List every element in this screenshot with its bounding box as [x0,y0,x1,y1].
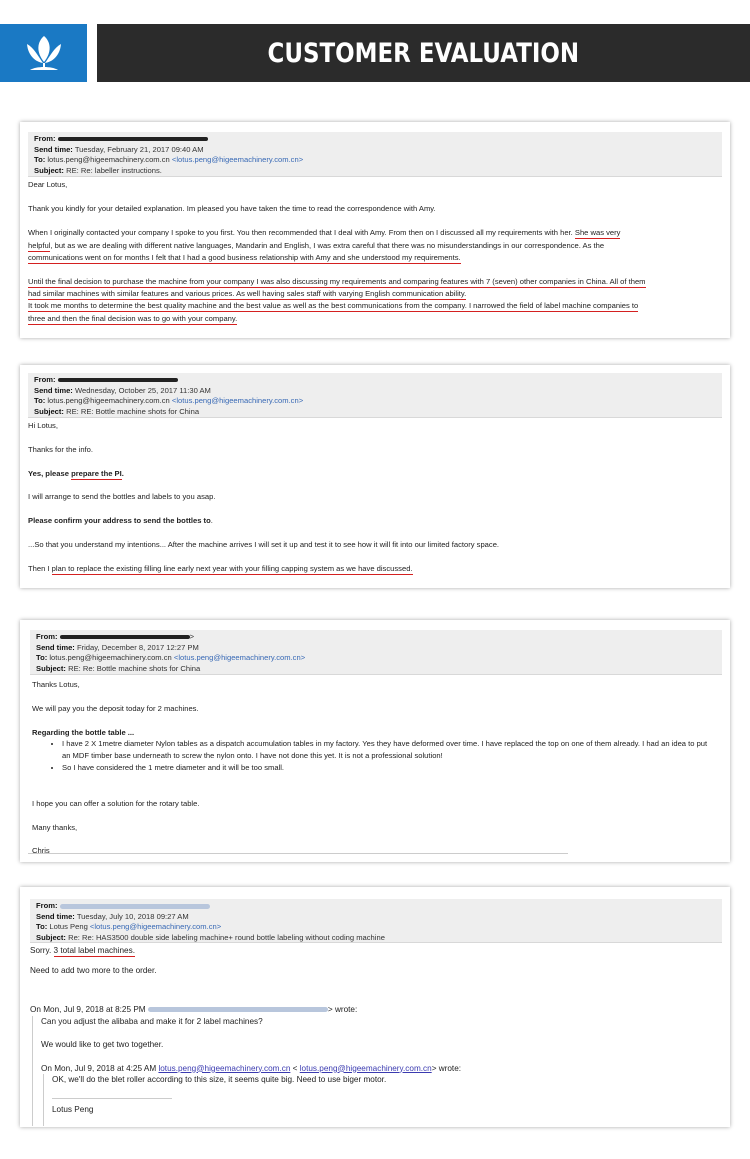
redacted-sender [58,378,178,382]
email-link[interactable]: lotus.peng@higeemachinery.com.cn [158,1063,291,1073]
redacted-sender [60,904,210,909]
divider [52,1098,172,1099]
list-item: • So I have considered the 1 metre diameter and it will be too small. [62,762,712,774]
list-item: • I have 2 X 1metre diameter Nylon tables as a dispatch accumulation tables in my factory. Yes they have deformed over time. I have replaced the top on one of them already. I had an idea to put an MDF timber base underneath to screw the nylon onto. I have not done this yet. It is not a professional solution! [62,738,712,762]
redacted-sender [58,137,208,141]
divider [28,853,568,854]
email-body: Hi Lotus, Thanks for the info. Yes, please prepare the PI. I will arrange to send the bottles and labels to you asap. Please confirm your address to send the bottles to. ...So that you understand my intentions... After the machine arrives I will set it up and test it to see how it will fit into our limited factory space. Then I plan to replace the existing filling line early next year with your filling capping system as we have discussed. [28,421,500,573]
email-header: From: Send time: Tuesday, July 10, 2018 09:27 AM To: Lotus Peng <lotus.peng@higeemachinery.com.cn> Subject: Re: Re: HAS3500 double side labeling machine+ round bottle labeling without coding machine [30,899,722,943]
email-header: From: Send time: Wednesday, October 25, 2017 11:30 AM To: lotus.peng@higeemachinery.com.cn <lotus.peng@higeemachinery.com.cn> Subject: RE: RE: Bottle machine shots for China [28,373,722,418]
email-header: From: > Send time: Friday, December 8, 2017 12:27 PM To: lotus.peng@higeemachinery.com.cn <lotus.peng@higeemachinery.com.cn> Subject: RE: Re: Bottle machine shots for China [30,630,722,675]
email-header: From: Send time: Tuesday, February 21, 2017 09:40 AM To: lotus.peng@higeemachinery.com.cn <lotus.peng@higeemachinery.com.cn> Subject: RE: Re: labeller instructions. [28,132,722,177]
email-card-3 [20,620,730,862]
email-link[interactable]: lotus.peng@higeemachinery.com.cn [299,1063,432,1073]
logo-block [0,24,87,82]
email-link[interactable]: <lotus.peng@higeemachinery.com.cn> [89,922,222,931]
banner-bar [97,24,750,82]
lotus-flower-icon [22,32,66,74]
quoted-reply-nested: OK, we'll do the blet roller according to this size, it seems quite big. Need to use biger motor. Lotus Peng [43,1074,720,1126]
email-body: Sorry. 3 total label machines. Need to add two more to the order. On Mon, Jul 9, 2018 at 8:25 PM > wrote: Can you adjust the alibaba and make it for 2 label machines? We would like to get two together. On Mon, Jul 9, 2018 at 4:25 AM lotus.peng@higeemachinery.com.cn < lotus.peng@higeemachinery.com.cn> wrote: OK, we'll do the blet roller according to this size, it seems quite big. Need to use biger motor. Lotus Peng [30,945,720,1126]
email-body: Dear Lotus, Thank you kindly for your detailed explanation. Im pleased you have taken the time to read the correspondence with Amy. When I originally contacted your company I spoke to you first. You then recommended that I deal with Amy. From then on I discussed all my requirements with her. She was very helpful, but as we are dealing with different native languages, Mandarin and English, I was extra careful that there was no misunderstandings in our correspondence. As the communications went on for months I felt that I had a good business relationship with Amy and she understood my requirements. Until the final decision to purchase the machine from your company I was also discussing my requirements and comparing features with 7 (seven) other companies in China. All of them had similar machines with similar features and various prices. As well having sales staff with varying English communication ability. It took me months to determine the best quality machine and the best value as well as the best communications from the company. I narrowed the field of label machine companies to three and then the final decision was to go with your company. [28,180,646,323]
email-link[interactable]: <lotus.peng@higeemachinery.com.cn> [171,155,304,164]
redacted-sender [60,635,190,639]
email-link[interactable]: <lotus.peng@higeemachinery.com.cn> [173,653,306,662]
email-card-1 [20,122,730,338]
email-body: Thanks Lotus, We will pay you the deposit today for 2 machines. Regarding the bottle table ... • I have 2 X 1metre diameter Nylon tables as a dispatch accumulation tables in my factory. Yes they have deformed over time. I have replaced the top on one of them already. I had an idea to put an MDF timber base underneath to screw the nylon onto. I have not done this yet. It is not a professional solution! • So I have considered the 1 metre diameter and it will be too small. I hope you can offer a solution for the rotary table. Many thanks, Chris [32,679,712,857]
signature: Lotus Peng [52,1104,94,1114]
redacted-sender [148,1007,328,1012]
page-title: CUSTOMER EVALUATION [267,37,580,69]
email-card-4 [20,887,730,1127]
email-card-2 [20,365,730,588]
quoted-reply: Can you adjust the alibaba and make it for 2 label machines? We would like to get two together. On Mon, Jul 9, 2018 at 4:25 AM lotus.peng@higeemachinery.com.cn < lotus.peng@higeemachinery.com.cn> wrote: OK, we'll do the blet roller according to this size, it seems quite big. Need to use biger motor. Lotus Peng [32,1016,720,1127]
email-link[interactable]: <lotus.peng@higeemachinery.com.cn> [171,396,304,405]
